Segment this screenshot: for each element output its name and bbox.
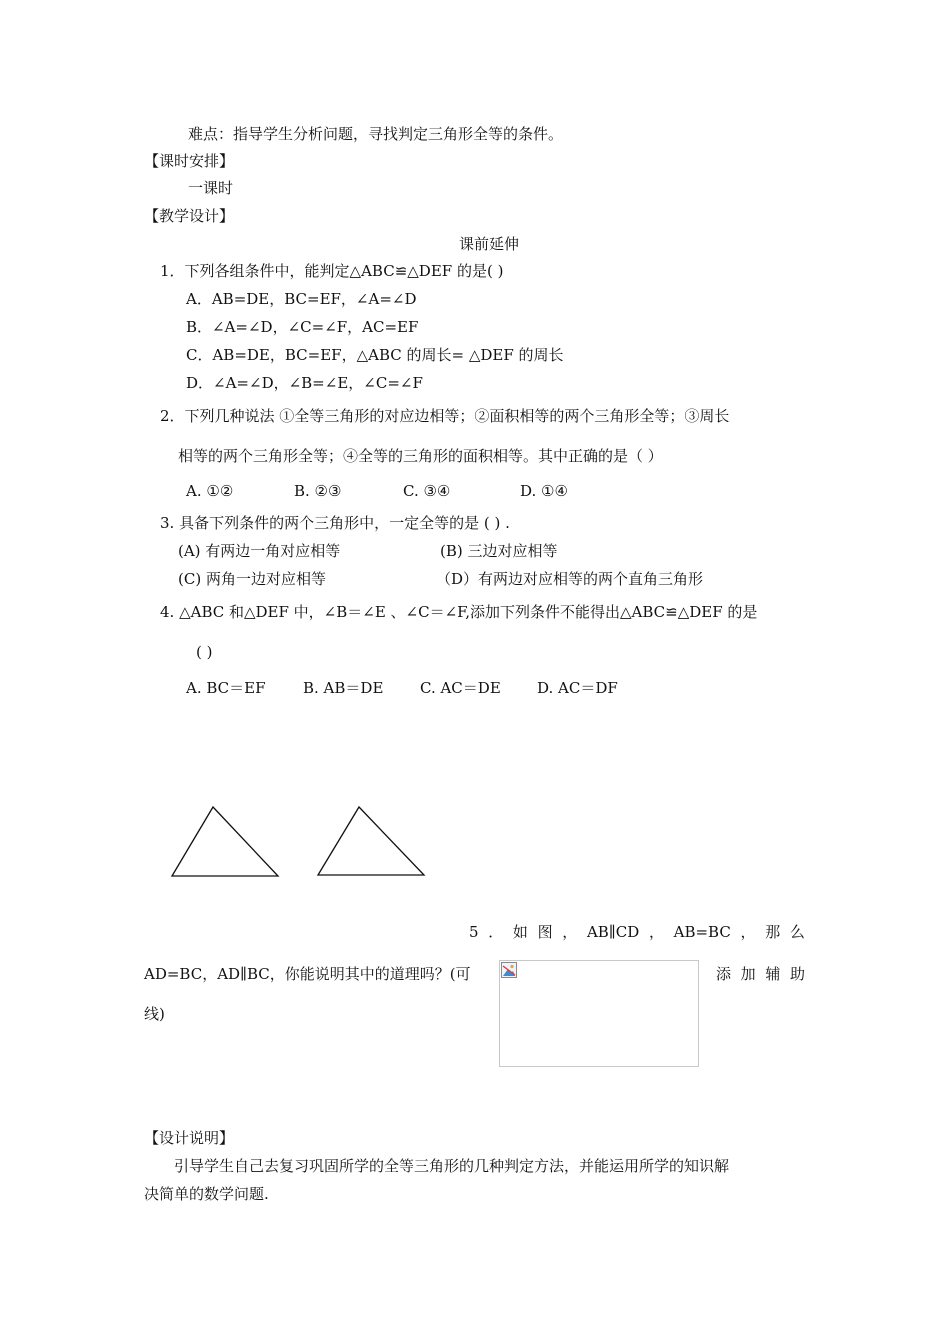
q4-stem: 4. △ABC 和△DEF 中，∠B＝∠E 、∠C＝∠F,添加下列条件不能得出△ABC≌△DEF 的是 bbox=[160, 603, 758, 621]
broken-image-icon bbox=[501, 962, 517, 978]
q5-line1 bbox=[469, 922, 805, 942]
q2-option-c: C. ③④ bbox=[403, 482, 451, 500]
q5-token: AB∥CD bbox=[586, 923, 640, 941]
section-title: 课前延伸 bbox=[459, 235, 520, 253]
explanation-line1: 引导学生自己去复习巩固所学的全等三角形的几种判定方法，并能运用所学的知识解 bbox=[174, 1157, 730, 1175]
q5-token: 么 bbox=[789, 923, 805, 941]
q5-line2-right bbox=[716, 964, 805, 984]
q5-token: 如 bbox=[512, 923, 528, 941]
q3-stem: 3. 具备下列条件的两个三角形中，一定全等的是 ( ) . bbox=[160, 514, 510, 532]
q5-token: 5 bbox=[469, 923, 479, 941]
q5-token: ， bbox=[562, 923, 578, 941]
explanation-line2: 决简单的数学问题. bbox=[144, 1185, 269, 1203]
q4-option-c: C. AC＝DE bbox=[420, 679, 501, 697]
triangles-figure bbox=[165, 800, 435, 884]
q4-option-b: B. AB＝DE bbox=[303, 679, 384, 697]
q3-option-a: (A) 有两边一角对应相等 bbox=[178, 542, 341, 560]
q4-option-a: A. BC＝EF bbox=[186, 679, 266, 697]
q2-option-a: A. ①② bbox=[186, 482, 234, 500]
q2-option-b: B. ②③ bbox=[294, 482, 342, 500]
schedule-heading: 【课时安排】 bbox=[144, 152, 235, 170]
q2-line2: 相等的两个三角形全等；④全等的三角形的面积相等。其中正确的是（ ） bbox=[178, 447, 663, 465]
q3-option-d: （D）有两边对应相等的两个直角三角形 bbox=[436, 570, 704, 588]
q5-token: ， bbox=[648, 923, 664, 941]
q1-option-c: C．AB=DE，BC=EF，△ABC 的周长= △DEF 的周长 bbox=[186, 346, 564, 364]
q4-option-d: D. AC＝DF bbox=[537, 679, 618, 697]
q5-line3: 线) bbox=[144, 1005, 165, 1023]
q5-token: ． bbox=[488, 923, 504, 941]
triangle-left bbox=[172, 807, 278, 876]
q5-token: ， bbox=[740, 923, 756, 941]
q1-option-b: B．∠A=∠D，∠C=∠F，AC=EF bbox=[186, 318, 419, 336]
q2-option-d: D. ①④ bbox=[520, 482, 568, 500]
q5-token: 辅 bbox=[765, 965, 781, 983]
q1-stem: 1．下列各组条件中，能判定△ABC≌△DEF 的是( ) bbox=[160, 262, 504, 280]
q1-option-d: D．∠A=∠D，∠B=∠E，∠C=∠F bbox=[186, 374, 423, 392]
q5-token: 助 bbox=[789, 965, 805, 983]
explanation-heading: 【设计说明】 bbox=[144, 1129, 235, 1147]
q4-paren: ( ) bbox=[196, 643, 213, 661]
q5-token: 图 bbox=[537, 923, 553, 941]
design-heading: 【教学设计】 bbox=[144, 207, 235, 225]
q5-line2-left: AD=BC，AD∥BC，你能说明其中的道理吗？(可 bbox=[144, 965, 471, 983]
difficulty-text: 难点：指导学生分析问题，寻找判定三角形全等的条件。 bbox=[188, 125, 564, 143]
q5-token: AB=BC bbox=[673, 923, 731, 941]
q5-token: 加 bbox=[740, 965, 756, 983]
q1-option-a: A．AB=DE，BC=EF，∠A=∠D bbox=[186, 290, 417, 308]
schedule-value: 一课时 bbox=[188, 179, 234, 197]
missing-figure-frame bbox=[499, 960, 699, 1067]
triangle-right bbox=[318, 807, 424, 875]
q2-line1: 2．下列几种说法 ①全等三角形的对应边相等；②面积相等的两个三角形全等；③周长 bbox=[160, 407, 730, 425]
q3-option-b: (B) 三边对应相等 bbox=[440, 542, 558, 560]
q5-token: 那 bbox=[765, 923, 781, 941]
q3-option-c: (C) 两角一边对应相等 bbox=[178, 570, 326, 588]
q5-token: 添 bbox=[716, 965, 732, 983]
